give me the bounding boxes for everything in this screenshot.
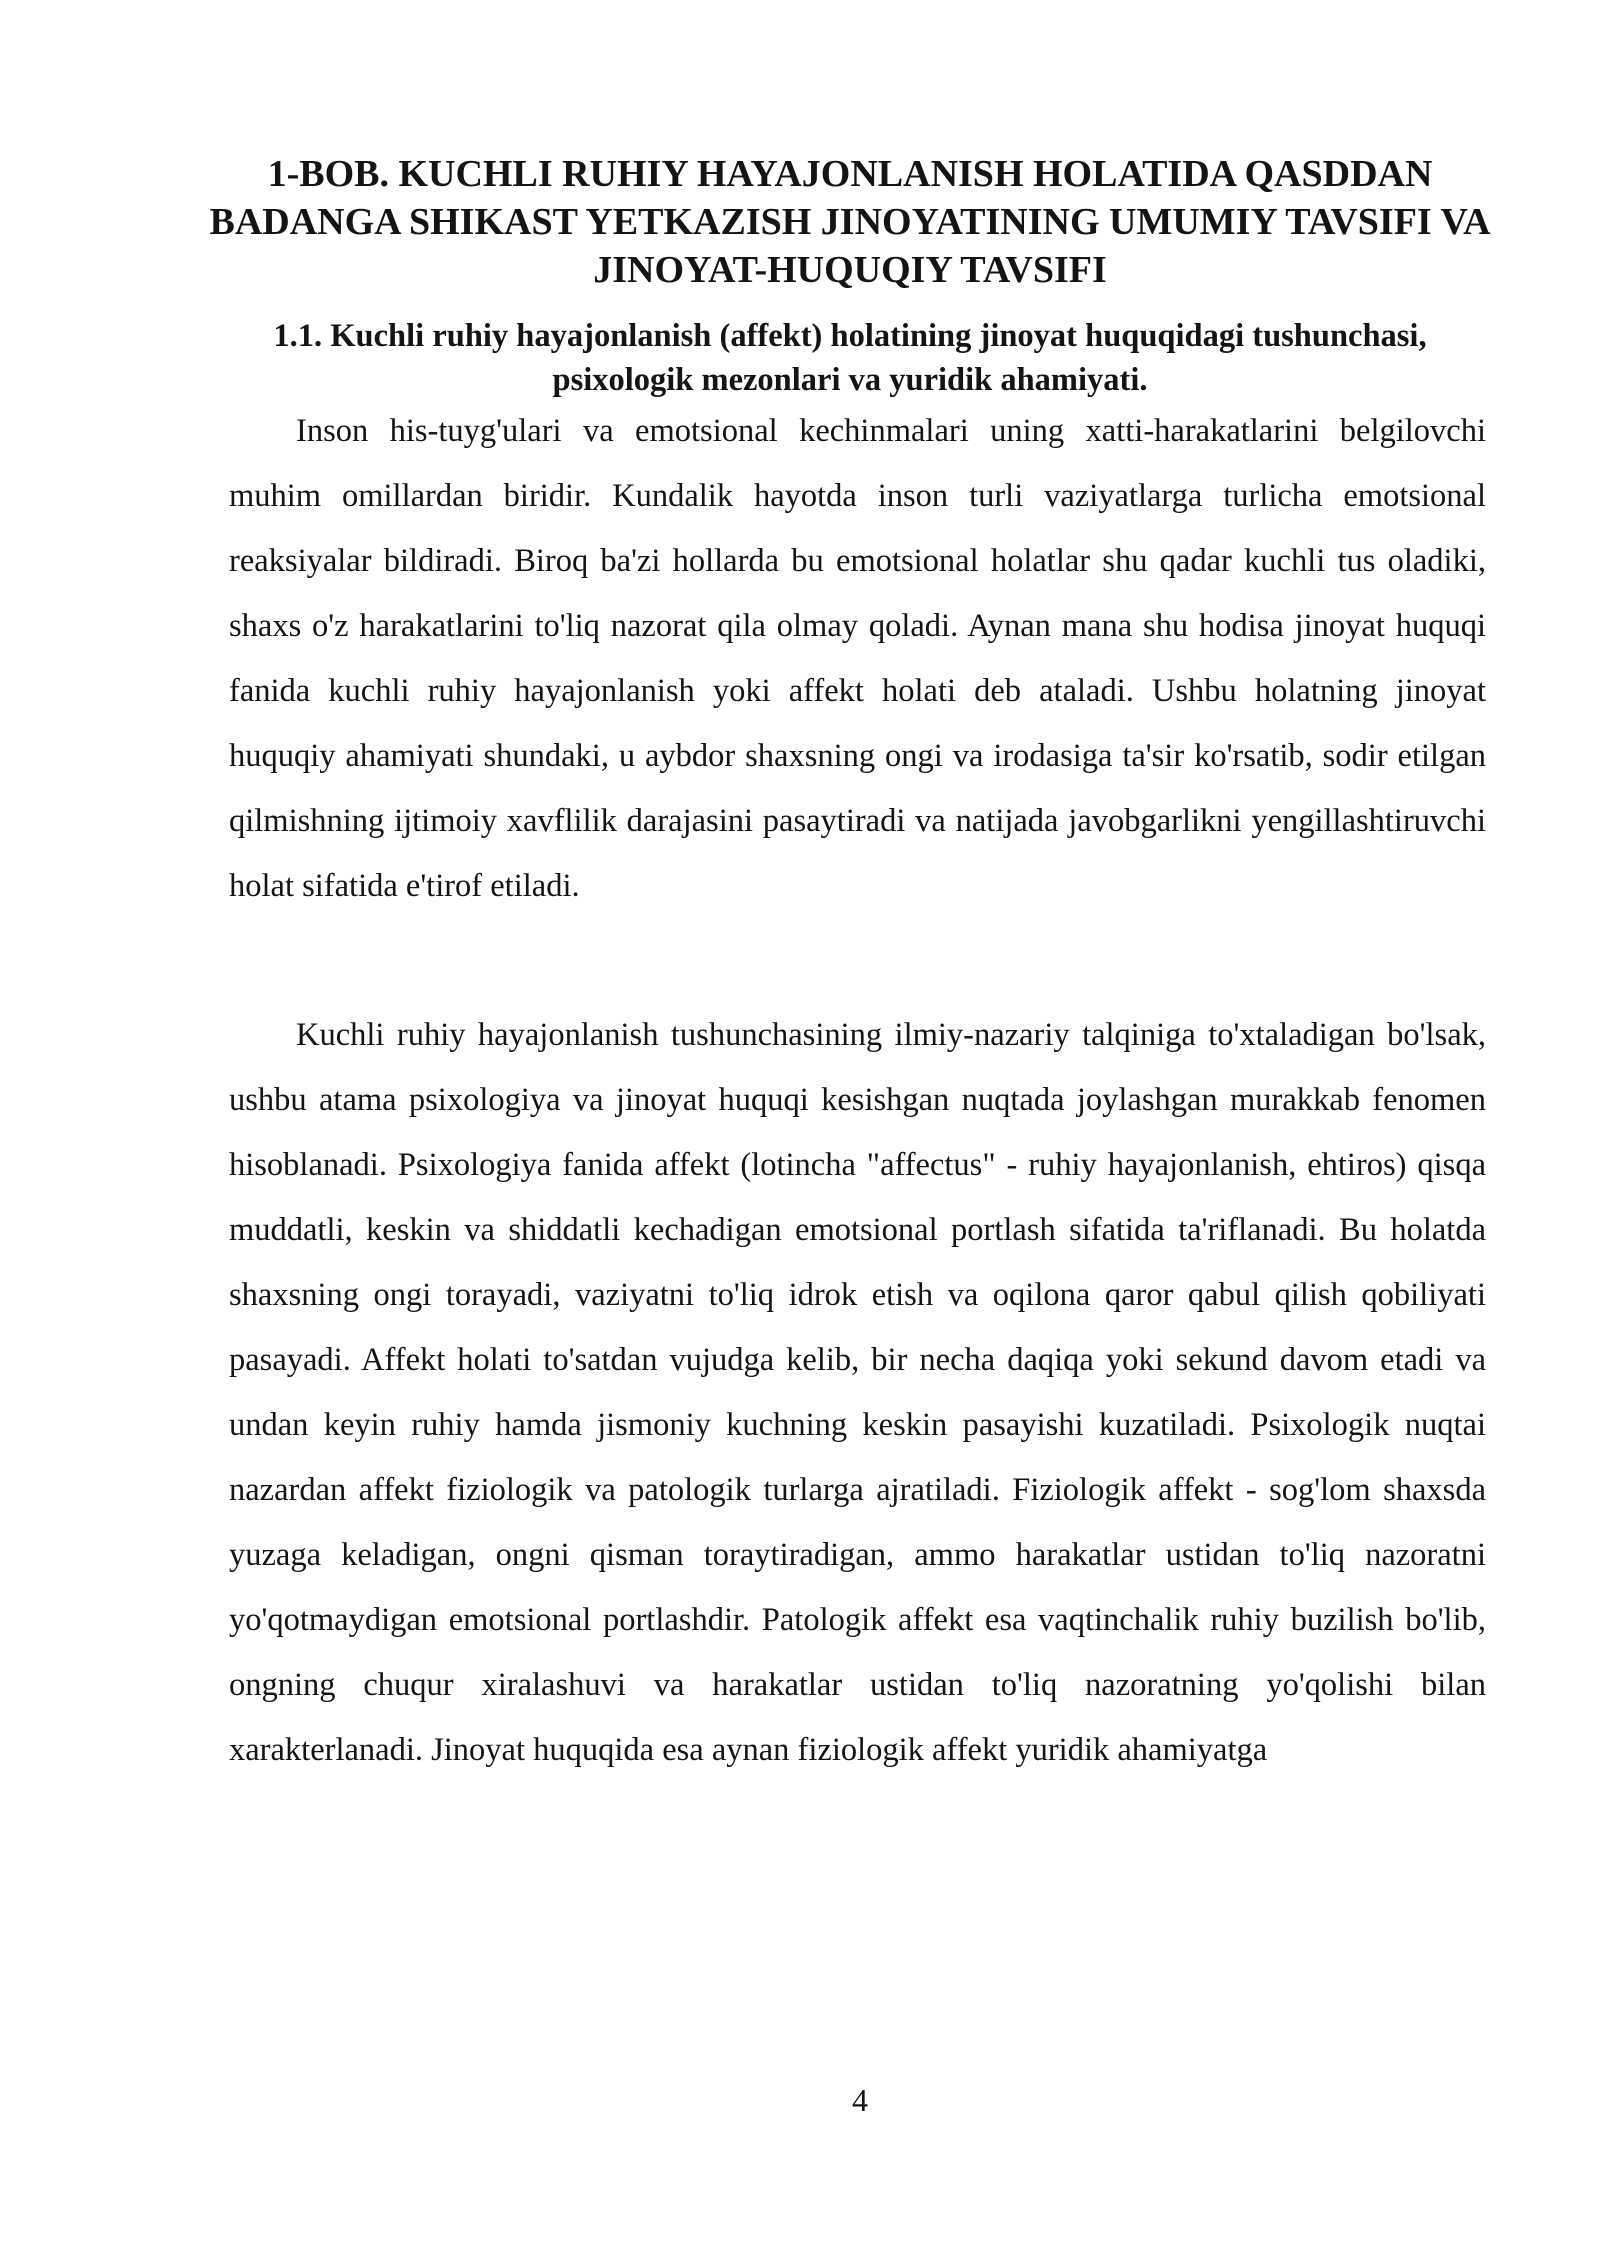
chapter-title: 1-BOB. KUCHLI RUHIY HAYAJONLANISH HOLATIDA QASDDAN BADANGA SHIKAST YETKAZISH JINOYATINING UMUMIY TAVSIFI VA JINOYAT-HUQUQIY TAVSIFI xyxy=(209,153,1491,291)
page-number: 4 xyxy=(852,2082,868,2118)
body-paragraph: Kuchli ruhiy hayajonlanish tushunchasining ilmiy-nazariy talqiniga to'xtaladigan bo'lsak, ushbu atama psixologiya va jinoyat huquqi kesishgan nuqtada joylashgan murakkab fenomen hisoblanadi. Psixologiya fanida affekt (lotincha "affectus" - ruhiy hayajonlanish, ehtiros) qisqa muddatli, keskin va shiddatli kechadigan emotsional portlash sifatida ta'riflanadi. Bu holatda shaxsning ongi torayadi, vaziyatni to'liq idrok etish va oqilona qaror qabul qilish qobiliyati pasayadi. Affekt holati to'satdan vujudga kelib, bir necha daqiqa yoki sekund davom etadi va undan keyin ruhiy hamda jismoniy kuchning keskin pasayishi kuzatiladi. Psixologik nuqtai nazardan affekt fiziologik va patologik turlarga ajratiladi. Fiziologik affekt - sog'lom shaxsda yuzaga keladigan, ongni qisman toraytiradigan, ammo harakatlar ustidan to'liq nazoratni yo'qotmaydigan emotsional portlashdir. Patologik affekt esa vaqtinchalik ruhiy buzilish bo'lib, ongning chuqur xiralashuvi va harakatlar ustidan to'liq nazoratning yo'qolishi bilan xarakterlanadi. Jinoyat huquqida esa aynan fiziologik affekt yuridik ahamiyatga xyxy=(229,1017,1486,1768)
section-title: 1.1. Kuchli ruhiy hayajonlanish (affekt) holatining jinoyat huquqidagi tushunchasi, psixologik mezonlari va yuridik ahamiyati. xyxy=(273,318,1427,398)
body-paragraph: Inson his-tuyg'ulari va emotsional kechinmalari uning xatti-harakatlarini belgilovchi muhim omillardan biridir. Kundalik hayotda inson turli vaziyatlarga turlicha emotsional reaksiyalar bildiradi. Biroq ba'zi hollarda bu emotsional holatlar shu qadar kuchli tus oladiki, shaxs o'z harakatlarini to'liq nazorat qila olmay qoladi. Aynan mana shu hodisa jinoyat huquqi fanida kuchli ruhiy hayajonlanish yoki affekt holati deb ataladi. Ushbu holatning jinoyat huquqiy ahamiyati shundaki, u aybdor shaxsning ongi va irodasiga ta'sir ko'rsatib, sodir etilgan qilmishning ijtimoiy xavflilik darajasini pasaytiradi va natijada javobgarlikni yengillashtiruvchi holat sifatida e'tirof etiladi. xyxy=(229,413,1486,904)
